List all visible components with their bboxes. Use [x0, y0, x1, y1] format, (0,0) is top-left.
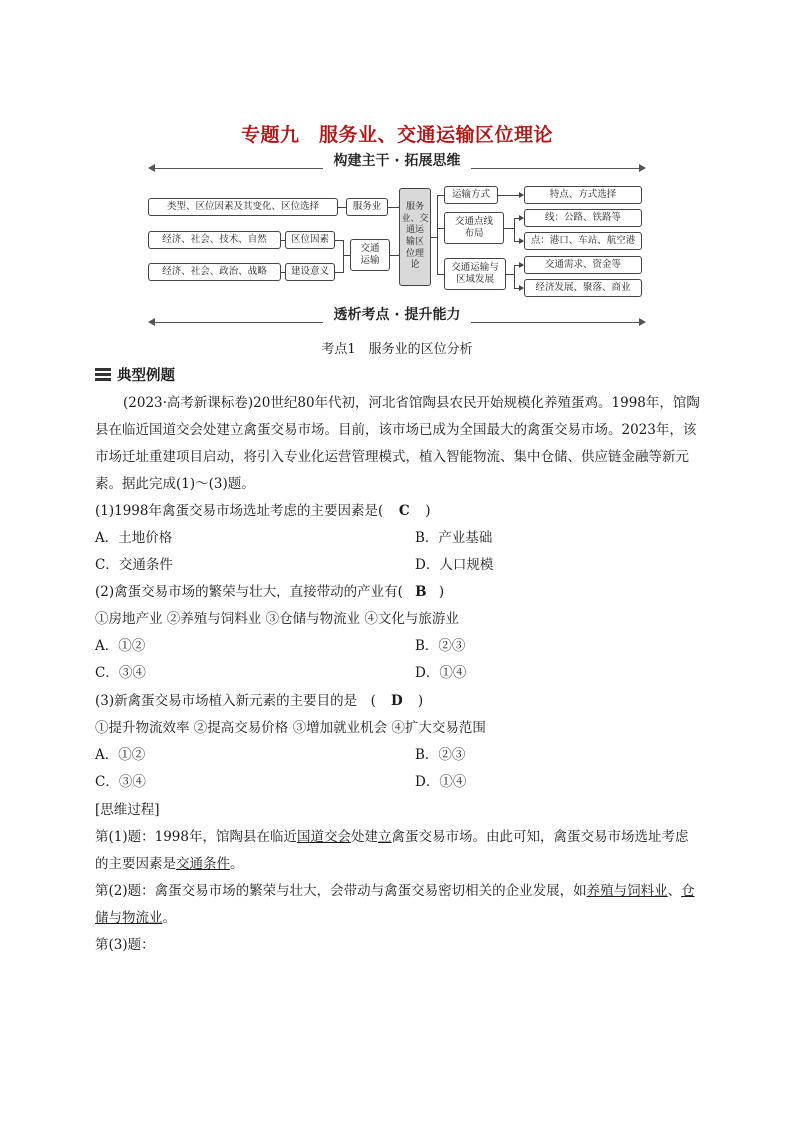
q1-option-d: D．人口规模 — [415, 557, 494, 573]
q3-option-a: A．①② — [95, 747, 146, 763]
thinking-q1-text: 处建 — [350, 829, 378, 845]
q1-option-b: B．产业基础 — [415, 530, 493, 546]
diagram-box-location-factors: 区位因素 — [285, 231, 335, 249]
thinking-q2-underline-2: 仓储与物流业 — [95, 883, 695, 926]
q1-option-a: A．土地价格 — [95, 530, 173, 546]
thinking-q2-text: 、 — [667, 883, 682, 899]
thinking-q2-text: 第(2)题：禽蛋交易市场的繁荣与壮大，会带动与禽蛋交易密切相关的企业发展，如 — [95, 883, 587, 899]
diagram-box-significance-list: 经济、社会、政治、战略 — [148, 263, 281, 281]
diagram-box-service: 服务业 — [346, 198, 388, 216]
banner-analysis — [150, 306, 644, 326]
q2-option-d: D．①④ — [415, 665, 467, 681]
thinking-q1-underline-3: 交通条件 — [176, 856, 230, 872]
diagram-box-features: 特点、方式选择 — [524, 186, 642, 204]
connector — [437, 274, 444, 275]
thinking-q2 — [95, 878, 700, 932]
intro-paragraph: (2023·高考新课标卷)20世纪80年代初，河北省馆陶县农民开始规模化养殖蛋鸡。1998年，馆陶县在临近国道交会处建立禽蛋交易市场。目前，该市场已成为全国最大的禽蛋交易市场。2023年，该市场迁址重建项目启动，将引入专业化运营管理模式，植入智能物流、集中仓储、供应链金融等新元素。据此完成(1)～(3)题。 — [95, 395, 700, 492]
question-2-items: ①房地产业 ②养殖与饲料业 ③仓储与物流业 ④文化与旅游业 — [95, 611, 459, 627]
connector — [514, 218, 515, 242]
thinking-q1-underline-1: 国道交会 — [296, 829, 351, 845]
question-3-items: ①提升物流效率 ②提高交易价格 ③增加就业机会 ④扩大交易范围 — [95, 720, 486, 736]
connector — [343, 240, 344, 273]
connector — [437, 195, 438, 275]
thinking-label: [思维过程] — [95, 802, 160, 818]
arrowhead — [519, 262, 524, 268]
connector — [390, 255, 399, 256]
concept-diagram — [0, 0, 794, 300]
banner-analysis-text: 透析考点 · 提升能力 — [323, 307, 470, 323]
connector — [343, 255, 350, 256]
question-2-close: ) — [438, 584, 445, 600]
thinking-q2-text: 。 — [162, 910, 176, 926]
example-header — [95, 364, 175, 385]
diagram-box-lines: 线：公路、铁路等 — [524, 209, 642, 227]
q1-option-c: C．交通条件 — [95, 557, 173, 573]
section-title: 考点1 服务业的区位分析 — [321, 342, 473, 357]
arrowhead — [519, 285, 524, 291]
connector — [437, 228, 444, 229]
question-3-close: ) — [417, 693, 424, 709]
page-title: 专题九 服务业、交通运输区位理论 — [240, 124, 553, 146]
question-2-answer: B — [415, 584, 427, 600]
connector — [281, 272, 285, 273]
connector — [514, 265, 515, 289]
question-1-answer: C — [398, 503, 410, 519]
q2-option-a: A．①② — [95, 638, 146, 654]
q2-option-b: B．②③ — [415, 638, 466, 654]
thinking-q3: 第(3)题： — [95, 937, 155, 953]
diagram-box-significance: 建设意义 — [285, 263, 335, 281]
question-1 — [95, 498, 700, 525]
connector — [498, 195, 519, 196]
question-1-close: ) — [425, 503, 431, 519]
example-header-label: 典型例题 — [117, 368, 175, 384]
arrowhead — [519, 215, 524, 221]
connector — [506, 274, 514, 275]
question-1-stem: (1)1998年禽蛋交易市场选址考虑的主要因素是( — [95, 503, 384, 519]
connector — [504, 228, 514, 229]
question-3-stem: (3)新禽蛋交易市场植入新元素的主要目的是 ( — [95, 693, 376, 709]
q2-option-c: C．③④ — [95, 665, 146, 681]
connector — [437, 195, 444, 196]
thinking-q2-underline-1: 养殖与饲料业 — [586, 883, 668, 899]
diagram-box-layout: 交通点线 布局 — [444, 212, 504, 244]
connector — [338, 207, 346, 208]
thinking-q1-text: 禽蛋交易市场。由此可知，禽蛋交易市场选址考虑的主要因素是 — [95, 829, 689, 872]
thinking-q1-text: 。 — [230, 856, 244, 872]
list-icon — [95, 368, 111, 381]
diagram-box-regional-development: 交通运输与 区域发展 — [444, 258, 506, 290]
connector — [335, 272, 343, 273]
arrowhead — [519, 238, 524, 244]
question-2 — [95, 579, 700, 606]
q3-option-c: C．③④ — [95, 774, 146, 790]
diagram-box-service-types: 类型、区位因素及其变化、区位选择 — [148, 198, 338, 216]
thinking-q1-text: 第(1)题：1998年，馆陶县在临近 — [95, 829, 297, 845]
diagram-box-economy: 经济发展、聚落、商业 — [524, 279, 642, 297]
question-3-answer: D — [391, 693, 403, 709]
banner-outline-text: 构建主干 · 拓展思维 — [323, 153, 470, 169]
q3-option-d: D．①④ — [415, 774, 467, 790]
thinking-q1-underline-2: 立 — [377, 829, 392, 845]
thinking-q1 — [95, 824, 700, 878]
arrowhead — [519, 192, 524, 198]
question-2-stem: (2)禽蛋交易市场的繁荣与壮大，直接带动的产业有( — [95, 584, 403, 600]
diagram-box-transport-modes: 运输方式 — [444, 186, 498, 204]
diagram-box-points: 点：港口、车站、航空港 — [524, 232, 642, 250]
diagram-box-demand: 交通需求、资金等 — [524, 256, 642, 274]
diagram-box-transport: 交通 运输 — [350, 239, 390, 271]
connector — [281, 240, 285, 241]
q3-option-b: B．②③ — [415, 747, 466, 763]
connector — [388, 207, 399, 208]
connector — [335, 240, 343, 241]
diagram-box-center: 服务 业、交 通运 输区 位理 论 — [399, 188, 431, 286]
question-3 — [95, 688, 700, 715]
diagram-box-location-factors-list: 经济、社会、技术、自然 — [148, 231, 281, 249]
